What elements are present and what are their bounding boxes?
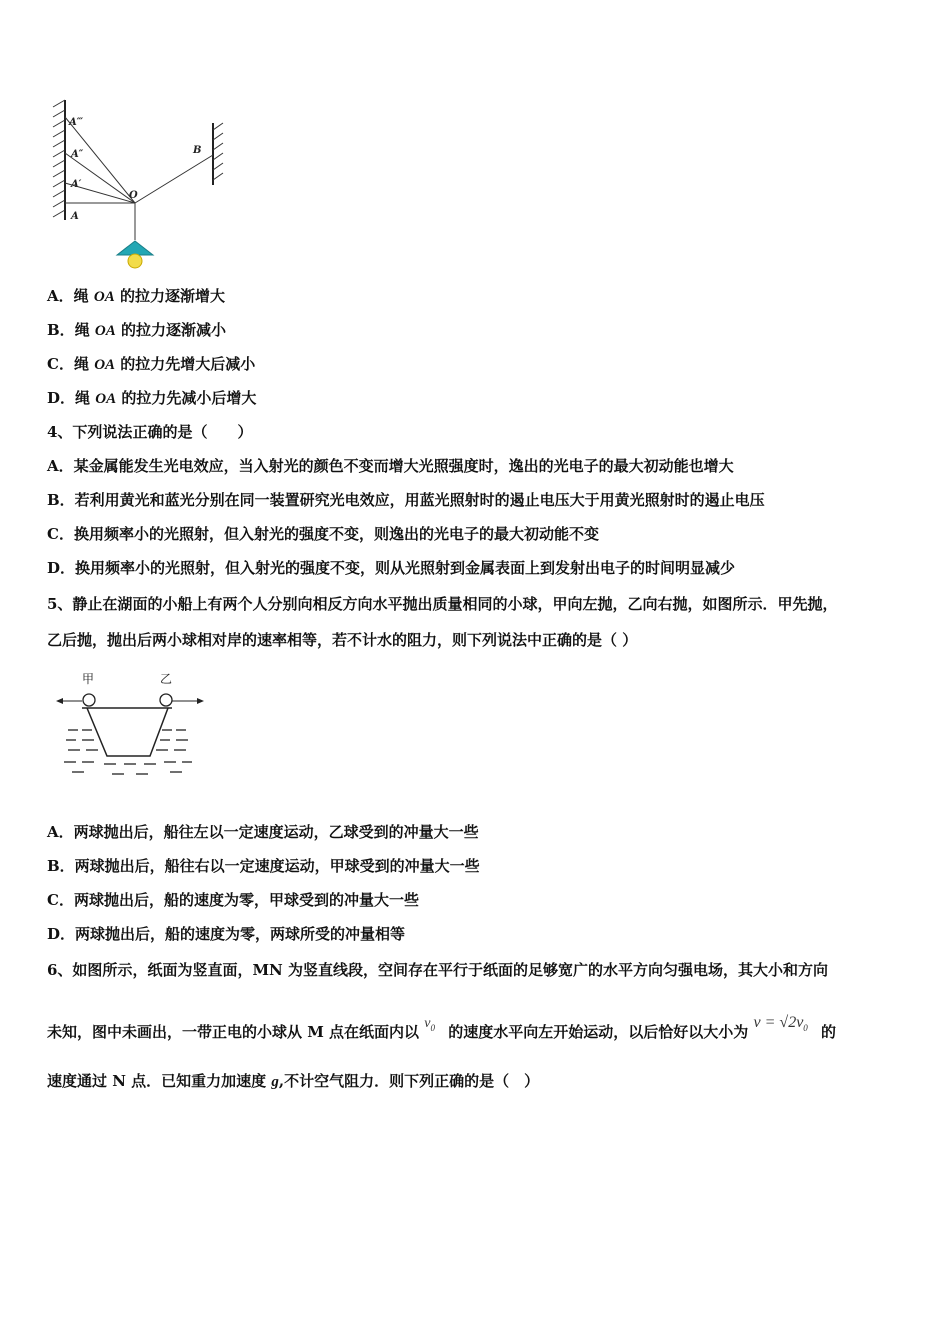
q5-option-b: B．两球抛出后，船往右以一定速度运动，甲球受到的冲量大一些 bbox=[47, 857, 480, 875]
q3-option-c: C．绳 OA 的拉力先增大后减小 bbox=[47, 355, 256, 373]
q6-line2: 未知，图中未画出，一带正电的小球从 M 点在纸面内以 $v_0$ 的速度水平向左开始运动，以后恰好以大小为 $v = √2v_0$ 的 bbox=[47, 1014, 837, 1041]
label-o: O bbox=[129, 190, 138, 201]
q5-stem-line1: 5、静止在湖面的小船上有两个人分别向相反方向水平抛出质量相同的小球，甲向左抛，乙向右抛，如图所示．甲先抛， bbox=[47, 595, 838, 613]
q5-option-d: D．两球抛出后，船的速度为零，两球所受的冲量相等 bbox=[47, 925, 406, 943]
q5-option-c: C．两球抛出后，船的速度为零，甲球受到的冲量大一些 bbox=[47, 891, 419, 909]
q4-option-b: B．若利用黄光和蓝光分别在同一装置研究光电效应，用蓝光照射时的遏止电压大于用黄光照射时的遏止电压 bbox=[47, 491, 765, 509]
label-yi: 乙 bbox=[160, 672, 173, 686]
q6-line1: 6、如图所示，纸面为竖直面，MN 为竖直线段，空间存在平行于纸面的足够宽广的水平方向匀强电场，其大小和方向 bbox=[47, 961, 828, 979]
q5-stem-line2: 乙后抛，抛出后两小球相对岸的速率相等，若不计水的阻力，则下列说法中正确的是（ ） bbox=[47, 631, 638, 649]
q4-option-c: C．换用频率小的光照射，但入射光的强度不变，则逸出的光电子的最大初动能不变 bbox=[47, 525, 599, 543]
q3-option-b: B．绳 OA 的拉力逐渐减小 bbox=[47, 321, 226, 339]
q4-option-a: A．某金属能发生光电效应，当入射光的颜色不变而增大光照强度时，逸出的光电子的最大初动能也增大 bbox=[47, 457, 734, 475]
q5-option-a: A．两球抛出后，船往左以一定速度运动，乙球受到的冲量大一些 bbox=[47, 823, 479, 841]
label-a: A bbox=[71, 211, 79, 222]
v0-symbol: $v_0$ bbox=[424, 1016, 436, 1033]
label-a3: A‴ bbox=[69, 117, 84, 128]
lamp-shade bbox=[117, 241, 153, 255]
label-jia: 甲 bbox=[82, 672, 95, 686]
q6-line3: 速度通过 N 点．已知重力加速度 g,不计空气阻力．则下列正确的是（ ） bbox=[47, 1072, 540, 1090]
q3-option-a: A．绳 OA 的拉力逐渐增大 bbox=[47, 287, 225, 305]
label-a1: A′ bbox=[71, 179, 82, 190]
boat-figure bbox=[52, 668, 212, 778]
ball-jia bbox=[83, 694, 95, 706]
label-a2: A″ bbox=[71, 149, 84, 160]
ball-yi bbox=[160, 694, 172, 706]
q4-option-d: D．换用频率小的光照射，但入射光的强度不变，则从光照射到金属表面上到发射出电子的时间明显减少 bbox=[47, 559, 736, 577]
q4-stem: 4、下列说法正确的是（ ） bbox=[47, 423, 253, 441]
rope-lamp-figure bbox=[45, 95, 245, 275]
lamp-bulb bbox=[128, 254, 142, 268]
v-equation: $v = √2v_0$ bbox=[753, 1014, 808, 1034]
q3-option-d: D．绳 OA 的拉力先减小后增大 bbox=[47, 389, 257, 407]
label-b: B bbox=[193, 145, 202, 156]
boat-hull bbox=[82, 708, 172, 756]
